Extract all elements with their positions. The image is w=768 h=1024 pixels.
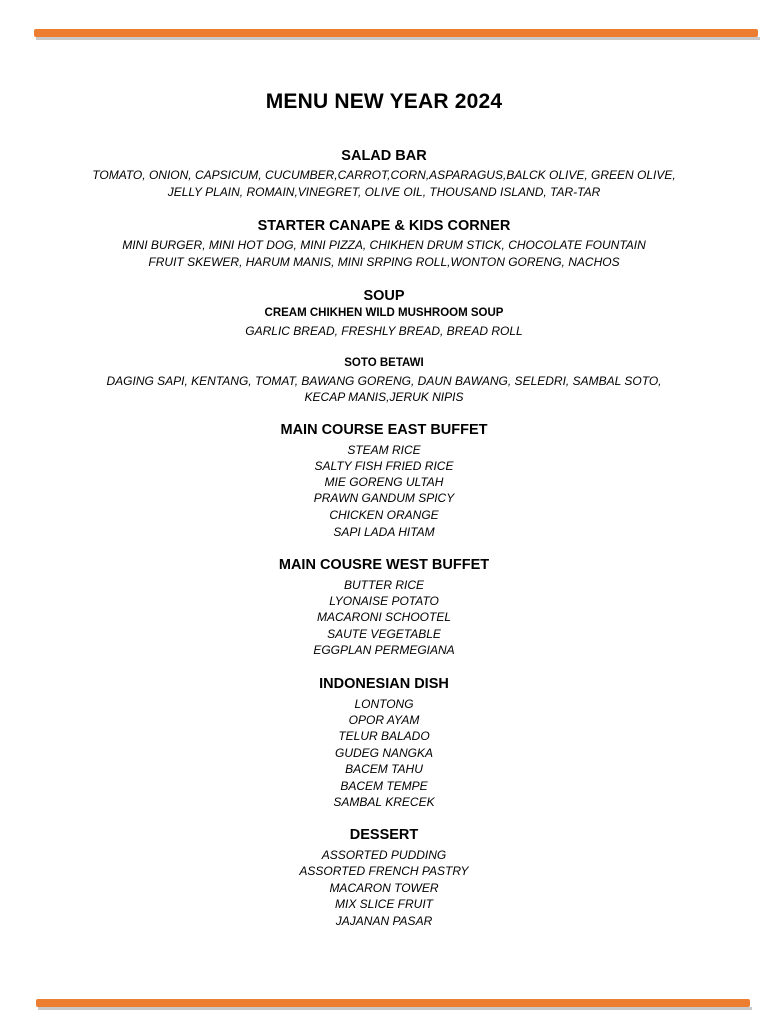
salad-bar-line: JELLY PLAIN, ROMAIN,VINEGRET, OLIVE OIL, THOUSAND ISLAND, TAR-TAR [167,185,601,199]
soup-line: KECAP MANIS,JERUK NIPIS [304,390,464,404]
menu-item: LYONAISE POTATO [329,594,439,608]
menu-item: STEAM RICE [347,443,421,457]
menu-item: SALTY FISH FRIED RICE [314,459,454,473]
bottom-border-shadow [38,1007,752,1010]
menu-item: SAMBAL KRECEK [333,795,435,809]
menu-item: MIX SLICE FRUIT [334,897,433,911]
menu-item: CHICKEN ORANGE [329,508,439,522]
soup-line: DAGING SAPI, KENTANG, TOMAT, BAWANG GORENG, DAUN BAWANG, SELEDRI, SAMBAL SOTO, [106,374,662,388]
menu-item: MACARONI SCHOOTEL [316,610,451,624]
indonesian-dish-heading: INDONESIAN DISH [319,676,449,692]
top-border-shadow [36,37,760,40]
menu-item: EGGPLAN PERMEGIANA [313,643,455,657]
menu-item: ASSORTED PUDDING [321,848,447,862]
menu-item: TELUR BALADO [338,729,430,743]
menu-item: SAPI LADA HITAM [333,525,435,539]
soup-line: GARLIC BREAD, FRESHLY BREAD, BREAD ROLL [245,324,523,338]
starter-heading: STARTER CANAPE & KIDS CORNER [257,218,511,234]
menu-item: BUTTER RICE [343,578,424,592]
salad-bar-heading: SALAD BAR [341,148,427,164]
soup-subheading: CREAM CHIKHEN WILD MUSHROOM SOUP [264,307,504,319]
bottom-border-bar [36,999,750,1007]
menu-item: JAJANAN PASAR [335,914,433,928]
soup-subheading: SOTO BETAWI [344,357,424,369]
menu-item: ASSORTED FRENCH PASTRY [299,864,469,878]
menu-item: MACARON TOWER [329,881,439,895]
menu-item: BACEM TAHU [345,762,423,776]
menu-item: OPOR AYAM [348,713,420,727]
menu-item: SAUTE VEGETABLE [327,627,441,641]
menu-item: PRAWN GANDUM SPICY [313,491,455,505]
dessert-heading: DESSERT [349,827,419,843]
soup-heading: SOUP [363,288,405,304]
menu-item: LONTONG [354,697,414,711]
menu-title: MENU NEW YEAR 2024 [265,90,503,113]
menu-item: MIE GORENG ULTAH [324,475,444,489]
menu-item: GUDEG NANGKA [334,746,433,760]
salad-bar-line: TOMATO, ONION, CAPSICUM, CUCUMBER,CARROT,CORN,ASPARAGUS,BALCK OLIVE, GREEN OLIVE, [92,168,676,182]
east-buffet-heading: MAIN COURSE EAST BUFFET [280,422,488,438]
top-border-bar [34,29,758,37]
starter-line: MINI BURGER, MINI HOT DOG, MINI PIZZA, CHIKHEN DRUM STICK, CHOCOLATE FOUNTAIN [122,238,646,252]
menu-item: BACEM TEMPE [340,779,428,793]
west-buffet-heading: MAIN COUSRE WEST BUFFET [278,557,490,573]
starter-line: FRUIT SKEWER, HARUM MANIS, MINI SRPING ROLL,WONTON GORENG, NACHOS [148,255,620,269]
